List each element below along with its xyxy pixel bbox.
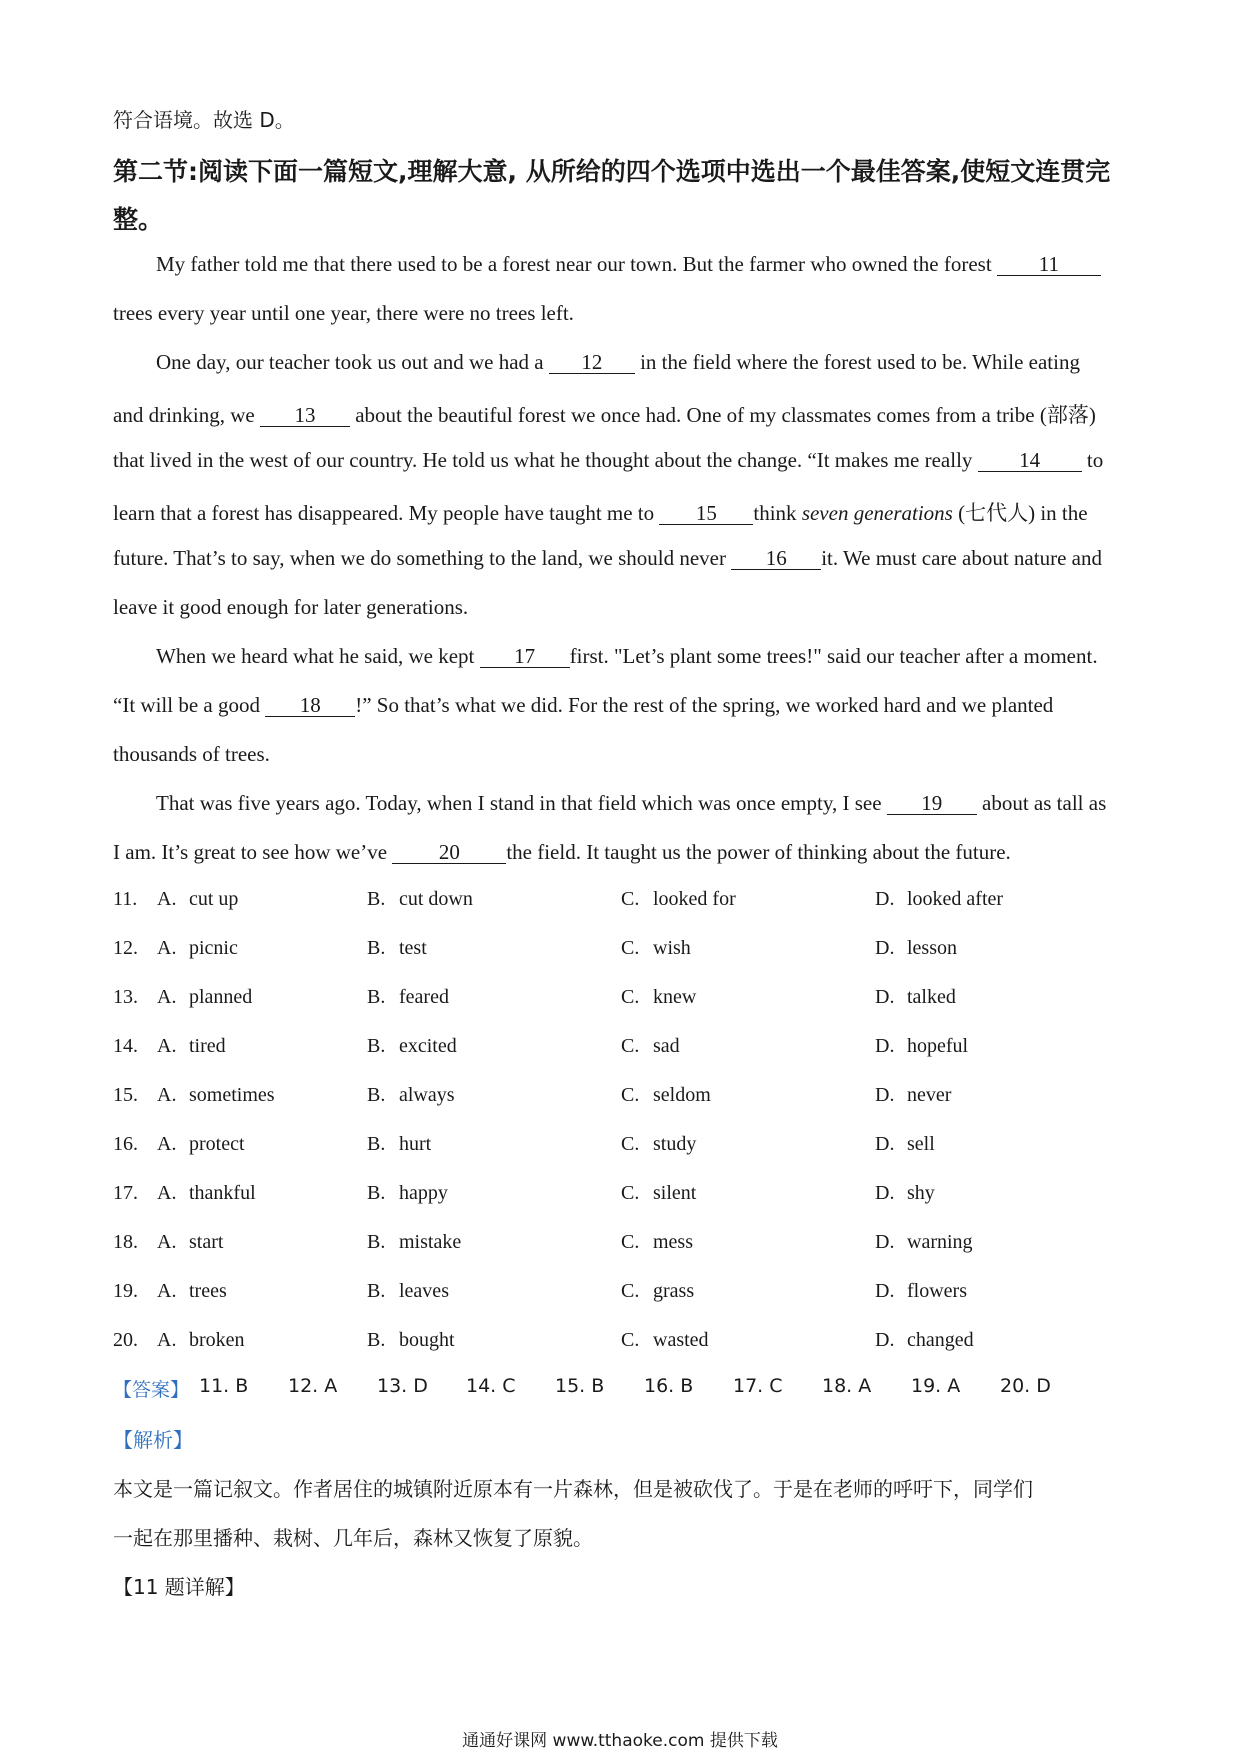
- option-letter: D.: [875, 937, 895, 959]
- option-text: broken: [189, 1329, 245, 1351]
- option-letter: B.: [367, 1182, 386, 1204]
- option-letter: D.: [875, 986, 895, 1008]
- option-text: leaves: [399, 1280, 449, 1302]
- passage-line: I am. It’s great to see how we’ve 20 the field. It taught us the power of thinking about the future.: [113, 840, 1011, 864]
- answer-label: 【答案】: [113, 1379, 190, 1401]
- passage-line: trees every year until one year, there were no trees left.: [113, 301, 574, 325]
- option-letter: D.: [875, 1231, 895, 1253]
- option-text: mess: [653, 1231, 693, 1253]
- option-letter: B.: [367, 1035, 386, 1057]
- answer-key: [113, 1375, 1133, 1405]
- section-heading-line2: 整。: [113, 205, 164, 234]
- blank-15: 15: [659, 502, 753, 525]
- option-letter: B.: [367, 888, 386, 910]
- option-letter: D.: [875, 1133, 895, 1155]
- blank-19: 19: [887, 792, 977, 815]
- option-text: changed: [907, 1329, 974, 1351]
- section-heading-line1: 第二节:阅读下面一篇短文,理解大意, 从所给的四个选项中选出一个最佳答案,使短文连贯完: [113, 157, 1111, 186]
- option-text: always: [399, 1084, 455, 1106]
- option-letter: A.: [157, 1329, 177, 1351]
- option-letter: C.: [621, 937, 640, 959]
- option-text: happy: [399, 1182, 448, 1204]
- option-text: sad: [653, 1035, 680, 1057]
- passage-line: leave it good enough for later generations.: [113, 595, 469, 619]
- page-footer-watermark: 通通好课网 www.tthaoke.com 提供下载: [462, 1731, 778, 1751]
- option-text: knew: [653, 986, 697, 1008]
- blank-11: 11: [997, 253, 1101, 276]
- option-text: never: [907, 1084, 952, 1106]
- option-letter: C.: [621, 1035, 640, 1057]
- option-letter: C.: [621, 1231, 640, 1253]
- option-letter: A.: [157, 1231, 177, 1253]
- option-text: lesson: [907, 937, 957, 959]
- blank-13: 13: [260, 404, 350, 427]
- option-letter: C.: [621, 1280, 640, 1302]
- option-text: test: [399, 937, 427, 959]
- option-text: silent: [653, 1182, 697, 1204]
- question-number: 14.: [113, 1035, 138, 1057]
- option-text: tired: [189, 1035, 226, 1057]
- question-number: 19.: [113, 1280, 138, 1302]
- question-number: 20.: [113, 1329, 138, 1351]
- previous-answer-tail: 符合语境。故选 D。: [113, 108, 295, 132]
- option-letter: B.: [367, 1329, 386, 1351]
- option-letter: D.: [875, 888, 895, 910]
- option-text: picnic: [189, 937, 238, 959]
- analysis-text-line1: 本文是一篇记叙文。作者居住的城镇附近原本有一片森林，但是被砍伐了。于是在老师的呼吁下，同学们: [113, 1477, 1033, 1501]
- option-letter: A.: [157, 1133, 177, 1155]
- answer-item: 19. A: [911, 1375, 961, 1397]
- option-letter: A.: [157, 937, 177, 959]
- answer-item: 11. B: [199, 1375, 249, 1397]
- option-text: protect: [189, 1133, 245, 1155]
- option-text: cut up: [189, 888, 239, 910]
- option-letter: C.: [621, 1182, 640, 1204]
- option-letter: C.: [621, 1133, 640, 1155]
- option-text: trees: [189, 1280, 227, 1302]
- option-letter: C.: [621, 986, 640, 1008]
- option-text: planned: [189, 986, 253, 1008]
- question-number: 16.: [113, 1133, 138, 1155]
- option-text: sell: [907, 1133, 935, 1155]
- option-text: seldom: [653, 1084, 711, 1106]
- option-text: shy: [907, 1182, 935, 1204]
- option-text: feared: [399, 986, 449, 1008]
- option-letter: C.: [621, 888, 640, 910]
- option-letter: A.: [157, 1182, 177, 1204]
- blank-12: 12: [549, 351, 635, 374]
- option-text: talked: [907, 986, 956, 1008]
- question-number: 13.: [113, 986, 138, 1008]
- detail-label-11: 【11 题详解】: [113, 1575, 245, 1599]
- question-number: 17.: [113, 1182, 138, 1204]
- option-text: mistake: [399, 1231, 462, 1253]
- option-letter: D.: [875, 1084, 895, 1106]
- option-text: grass: [653, 1280, 695, 1302]
- passage-line: My father told me that there used to be a forest near our town. But the farmer who owned the forest 11: [156, 252, 1101, 277]
- option-text: wasted: [653, 1329, 709, 1351]
- option-letter: C.: [621, 1084, 640, 1106]
- answer-item: 17. C: [733, 1375, 783, 1397]
- option-letter: B.: [367, 1231, 386, 1253]
- option-text: looked after: [907, 888, 1004, 910]
- analysis-label: 【解析】: [113, 1428, 193, 1452]
- answer-item: 15. B: [555, 1375, 605, 1397]
- option-text: hopeful: [907, 1035, 969, 1057]
- option-letter: C.: [621, 1329, 640, 1351]
- blank-18: 18: [265, 694, 355, 717]
- question-number: 15.: [113, 1084, 138, 1106]
- blank-14: 14: [978, 449, 1082, 472]
- passage-line: “It will be a good 18 !” So that’s what we did. For the rest of the spring, we worked hard and we planted: [113, 693, 1054, 717]
- option-letter: D.: [875, 1280, 895, 1302]
- option-text: bought: [399, 1329, 455, 1351]
- option-letter: A.: [157, 1084, 177, 1106]
- option-letter: D.: [875, 1182, 895, 1204]
- passage-line: and drinking, we 13 about the beautiful forest we once had. One of my classmates comes from a tribe (部落): [113, 403, 1096, 427]
- option-letter: A.: [157, 1035, 177, 1057]
- option-letter: D.: [875, 1329, 895, 1351]
- passage-line: When we heard what he said, we kept 17 first. "Let’s plant some trees!" said our teacher after a moment.: [156, 644, 1098, 668]
- blank-20: 20: [392, 841, 506, 864]
- option-letter: B.: [367, 937, 386, 959]
- option-letter: B.: [367, 1084, 386, 1106]
- passage-line: that lived in the west of our country. He told us what he thought about the change. “It makes me really 14 to: [113, 448, 1104, 472]
- option-text: warning: [907, 1231, 973, 1253]
- option-letter: A.: [157, 888, 177, 910]
- option-letter: A.: [157, 986, 177, 1008]
- option-text: excited: [399, 1035, 457, 1057]
- answer-item: 16. B: [644, 1375, 694, 1397]
- answer-item: 13. D: [377, 1375, 428, 1397]
- option-text: wish: [653, 937, 691, 959]
- option-letter: A.: [157, 1280, 177, 1302]
- answer-item: 14. C: [466, 1375, 516, 1397]
- option-text: cut down: [399, 888, 473, 910]
- passage-line: One day, our teacher took us out and we had a 12 in the field where the forest used to be. While eating: [156, 350, 1080, 374]
- analysis-text-line2: 一起在那里播种、栽树、几年后，森林又恢复了原貌。: [113, 1526, 593, 1550]
- passage-line: thousands of trees.: [113, 742, 270, 766]
- option-text: thankful: [189, 1182, 256, 1204]
- option-letter: B.: [367, 986, 386, 1008]
- passage-line: That was five years ago. Today, when I stand in that field which was once empty, I see 19 about as tall as: [156, 791, 1107, 815]
- option-text: study: [653, 1133, 697, 1155]
- answer-item: 12. A: [288, 1375, 338, 1397]
- option-text: looked for: [653, 888, 736, 910]
- passage-line: learn that a forest has disappeared. My people have taught me to 15 think seven generations (七代人) in the: [113, 501, 1088, 525]
- blank-16: 16: [731, 547, 821, 570]
- option-letter: B.: [367, 1133, 386, 1155]
- question-number: 12.: [113, 937, 138, 959]
- option-text: start: [189, 1231, 224, 1253]
- passage-line: future. That’s to say, when we do something to the land, we should never 16 it. We must care about nature and: [113, 546, 1102, 570]
- question-number: 18.: [113, 1231, 138, 1253]
- option-letter: D.: [875, 1035, 895, 1057]
- option-text: sometimes: [189, 1084, 275, 1106]
- option-text: hurt: [399, 1133, 432, 1155]
- answer-item: 18. A: [822, 1375, 872, 1397]
- options-list: [113, 888, 1133, 1378]
- blank-17: 17: [480, 645, 570, 668]
- option-text: flowers: [907, 1280, 967, 1302]
- question-number: 11.: [113, 888, 138, 910]
- answer-item: 20. D: [1000, 1375, 1051, 1397]
- option-letter: B.: [367, 1280, 386, 1302]
